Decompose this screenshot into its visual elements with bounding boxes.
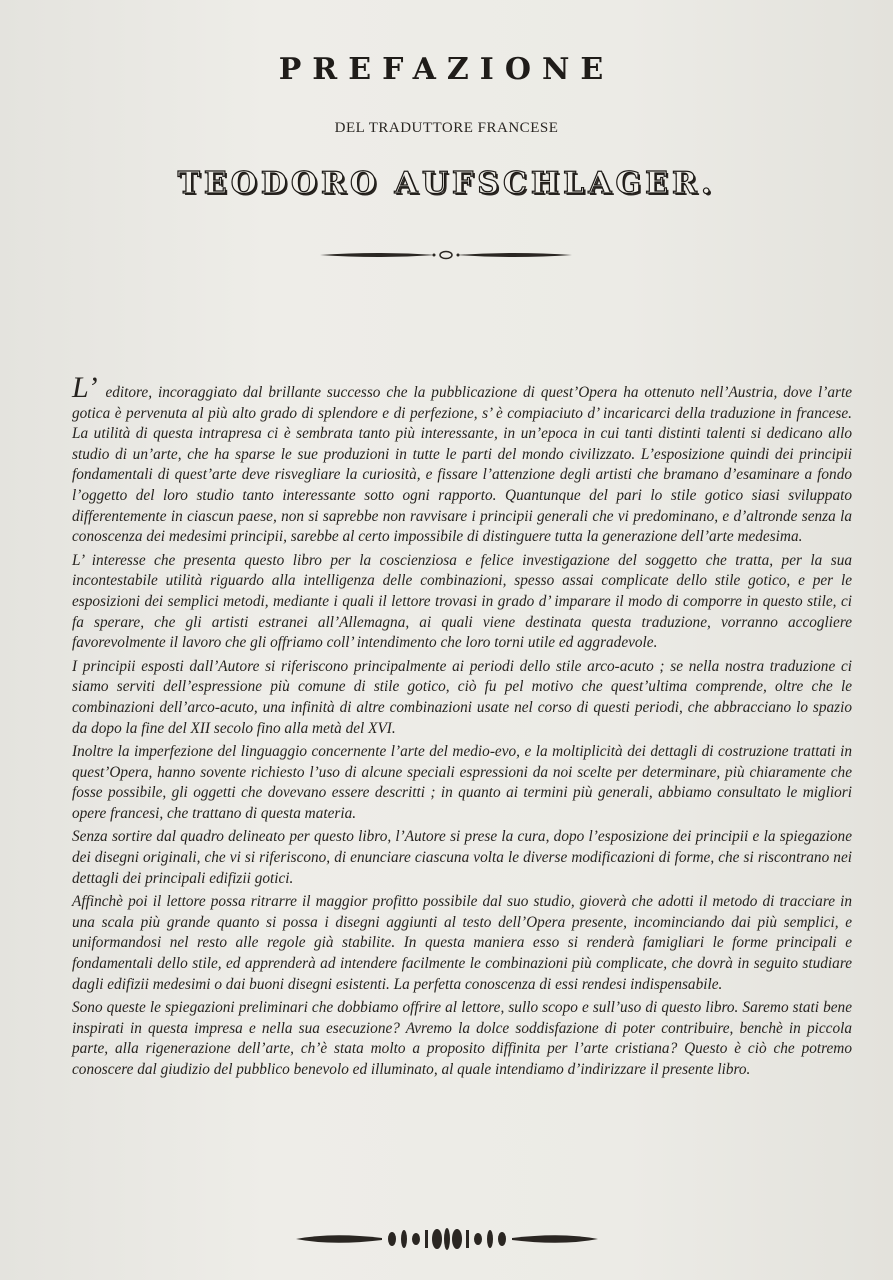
ornament-icon [292,1226,602,1252]
page-title: PREFAZIONE [278,52,615,87]
drop-cap: L’ [72,371,98,404]
page-subtitle: DEL TRADUTTORE FRANCESE [334,120,559,136]
decorative-rule-icon [318,248,574,262]
preface-text [72,371,852,1084]
paragraph: L’ editore, incoraggiato dal brillante successo che la pubblicazione di quest’Opera ha ottenuto nell’Austria, dove l’arte gotica è pervenuta al più alto grado di splendore e di perfezione, s’ è compiaciuto d’ incaricarci della traduzione in francese. La utilità di questa intrapresa ci è sembrata tanto più interessante, in un’epoca in cui tanti distinti talenti si dedicano allo studio di un’arte, che ha sparse le sue produzioni in tutte le parti del mondo civilizzato. L’esposizione quindi dei principii fondamentali di quest’arte deve risvegliare la curiosità, e fissare l’attenzione degli artisti che bramano d’esaminare a fondo l’oggetto del loro studio tanto interessante sotto ogni rapporto. Quantunque del pari lo stile gotico siasi sviluppato differentemente in ciascun paese, non si saprebbe non ravvisare i principii generali che vi predominano, e d’altronde senza la conoscenza dei medesimi principii, sarebbe al certo impossibile di distinguere tutta la generazione dell’arte medesima. [72,371,852,546]
author-name: TEODORO AUFSCHLAGER. [177,166,716,201]
paragraph: L’ interesse che presenta questo libro per la coscienziosa e felice investigazione del soggetto che tratta, per la sua incontestabile utilità riguardo alla intelligenza delle combinazioni, spesso assai complicate dello stile gotico, e per le esposizioni dei semplici metodi, mediante i quali il lettore trovasi in grado d’ imparare il modo di comporre in questo stile, ci fa sperare, che gli artisti estranei all’Allemagna, ai quali viene destinata questa traduzione, vorranno accogliere favorevolmente il lavoro che gli offriamo coll’ intendimento che loro torni utile ed aggradevole. [72,551,852,652]
paragraph: Sono queste le spiegazioni preliminari che dobbiamo offrire al lettore, sullo scopo e sull’uso di questo libro. Saremo stati bene inspirati in questa impresa e nella sua esecuzione? Avremo la dolce soddisfazione di poter contribuire, benchè in piccola parte, alla rigenerazione dell’arte, ch’è stata molto a proposito diffinita per l’arte cristiana? Questo è ciò che potremo conoscere dal giudizio del pubblico benevolo ed illuminato, al quale intendiamo d’indirizzare il presente libro. [72,999,852,1078]
paragraph: Senza sortire dal quadro delineato per questo libro, l’Autore si prese la cura, dopo l’esposizione dei principii e la spiegazione dei disegni originali, che vi si riferiscono, di enunciare ciascuna volta le diverse modificazioni di forme, che si riscontrano nei dettagli dei principali edifizii gotici. [72,828,852,887]
paragraph: Affinchè poi il lettore possa ritrarre il maggior profitto possibile dal suo studio, gioverà che adotti il metodo di tracciare in una scala più grande quanto si possa i disegni aggiunti al testo dell’Opera presente, incominciando dai più semplici, e uniformandosi nel resto alle regole già stabilite. In questa maniera esso si renderà famigliari le forme principali e fondamentali dello stile, ed apprenderà ad intendere facilmente le combinazioni più complicate, che dovrà in seguito studiare dagli edifizii medesimi o dai buoni disegni esistenti. La perfetta conoscenza di essi rendesi indispensabile. [72,893,852,993]
paragraph: I principii esposti dall’Autore si riferiscono principalmente ai periodi dello stile arco-acuto ; se nella nostra traduzione ci siamo serviti dell’espressione più comune di stile gotico, ciò fu pel motivo che quest’ultima comprende, oltre che le combinazioni dell’arco-acuto, una infinità di altre combinazioni usate nel corso di questi periodi, che abbracciano lo spazio da dopo la fine del XII secolo fino alla metà del XVI. [72,657,852,737]
paragraph: Inoltre la imperfezione del linguaggio concernente l’arte del medio-evo, e la moltiplicità dei dettagli di costruzione trattati in quest’Opera, hanno sovente richiesto l’uso di alcune speciali espressioni da noi scelte per determinare, più chiaramente che fosse possibile, gli oggetti che dovevano essere descritti ; in quanto ai termini più generali, abbiamo consultato le migliori opere francesi, che trattano di questa materia. [72,743,852,822]
